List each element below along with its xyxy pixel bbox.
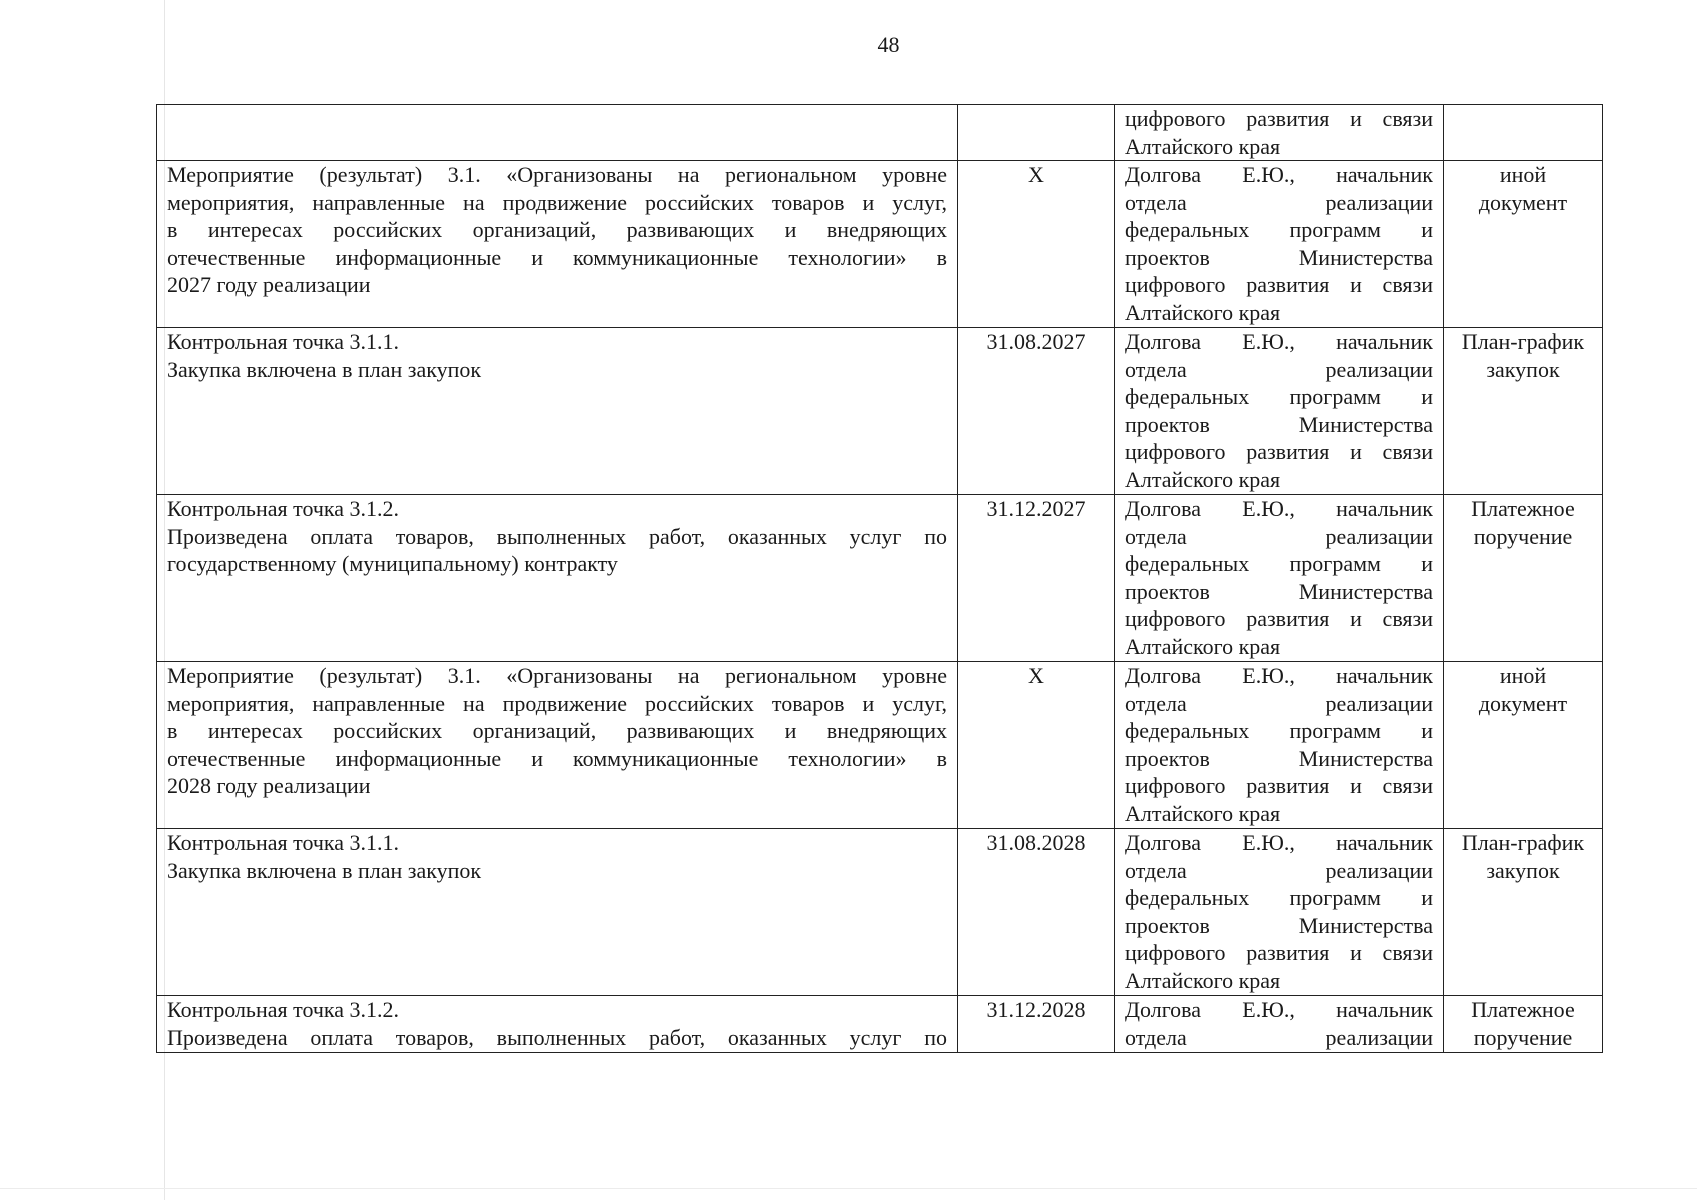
activity-text-line: мероприятия, направленные на продвижение российских товаров и услуг,: [167, 690, 947, 716]
responsible-cell: [1115, 662, 1444, 829]
activity-text-line: Закупка включена в план закупок: [167, 857, 482, 883]
responsible-text-line: проектов Министерства: [1125, 912, 1433, 938]
activity-text-line: в интересах российских организаций, развивающих и внедряющих: [167, 718, 947, 743]
activity-text-line: государственному (муниципальному) контракту: [167, 551, 618, 576]
responsible-text-line: проектов Министерства: [1125, 244, 1433, 270]
responsible-cell: [1115, 996, 1444, 1053]
responsible-text-line: Долгова Е.Ю., начальник: [1125, 663, 1433, 688]
responsible-cell: [1115, 161, 1444, 328]
table-row: [157, 161, 1603, 328]
responsible-text-line: федеральных программ и: [1125, 217, 1433, 242]
page-number: 48: [877, 32, 900, 57]
responsible-text-line: федеральных программ и: [1125, 384, 1433, 409]
responsible-text-line: цифрового развития и связи: [1125, 272, 1433, 297]
document-type-cell: Платежное поручение: [1444, 996, 1603, 1053]
responsible-text-line: Долгова Е.Ю., начальник: [1125, 162, 1433, 187]
responsible-text-line: отдела реализации: [1125, 857, 1433, 883]
responsible-text-line: Алтайского края: [1125, 633, 1281, 659]
responsible-text-line: цифрового развития и связи: [1125, 439, 1433, 464]
responsible-text-line: цифрового развития и связи: [1125, 106, 1433, 131]
responsible-text-line: Алтайского края: [1125, 466, 1281, 492]
responsible-text-line: Алтайского края: [1125, 967, 1281, 993]
activity-text-line: мероприятия, направленные на продвижение российских товаров и услуг,: [167, 189, 947, 215]
responsible-text-line: федеральных программ и: [1125, 885, 1433, 910]
activity-cell: [157, 105, 958, 161]
deadline-cell: X: [958, 161, 1115, 328]
responsible-text-line: отдела реализации: [1125, 1024, 1433, 1050]
activity-text-line: отечественные информационные и коммуникационные технологии» в: [167, 244, 947, 270]
responsible-text-line: цифрового развития и связи: [1125, 606, 1433, 631]
responsible-cell: [1115, 829, 1444, 996]
activity-text-line: Мероприятие (результат) 3.1. «Организованы на региональном уровне: [167, 663, 947, 688]
responsible-text-line: отдела реализации: [1125, 356, 1433, 382]
responsible-text-line: проектов Министерства: [1125, 745, 1433, 771]
activity-text-line: Контрольная точка 3.1.2.: [167, 496, 400, 521]
responsible-text-line: проектов Министерства: [1125, 411, 1433, 437]
responsible-cell: [1115, 328, 1444, 495]
plan-table: [156, 104, 1603, 1053]
table-row: [157, 996, 1603, 1053]
table-row: [157, 105, 1603, 161]
activity-text-line: Закупка включена в план закупок: [167, 356, 482, 382]
document-type-cell: [1444, 105, 1603, 161]
responsible-text-line: Долгова Е.Ю., начальник: [1125, 830, 1433, 855]
activity-text-line: Мероприятие (результат) 3.1. «Организованы на региональном уровне: [167, 162, 947, 187]
table-row: [157, 328, 1603, 495]
plan-table-body: [157, 105, 1603, 1053]
responsible-text-line: Долгова Е.Ю., начальник: [1125, 329, 1433, 354]
activity-text-line: Контрольная точка 3.1.1.: [167, 830, 400, 855]
deadline-cell: 31.12.2027: [958, 495, 1115, 662]
activity-text-line: Произведена оплата товаров, выполненных работ, оказанных услуг по: [167, 523, 947, 549]
activity-text-line: в интересах российских организаций, развивающих и внедряющих: [167, 217, 947, 242]
activity-cell: [157, 829, 958, 996]
activity-cell: [157, 161, 958, 328]
responsible-text-line: Алтайского края: [1125, 800, 1281, 826]
deadline-cell: 31.08.2028: [958, 829, 1115, 996]
responsible-text-line: отдела реализации: [1125, 189, 1433, 215]
deadline-cell: 31.08.2027: [958, 328, 1115, 495]
responsible-text-line: цифрового развития и связи: [1125, 773, 1433, 798]
responsible-text-line: проектов Министерства: [1125, 578, 1433, 604]
responsible-cell: [1115, 495, 1444, 662]
responsible-text-line: федеральных программ и: [1125, 718, 1433, 743]
activity-text-line: Произведена оплата товаров, выполненных работ, оказанных услуг по: [167, 1024, 947, 1050]
activity-text-line: отечественные информационные и коммуникационные технологии» в: [167, 745, 947, 771]
responsible-text-line: Долгова Е.Ю., начальник: [1125, 496, 1433, 521]
responsible-text-line: федеральных программ и: [1125, 551, 1433, 576]
activity-cell: [157, 495, 958, 662]
document-type-cell: План-график закупок: [1444, 829, 1603, 996]
responsible-cell: [1115, 105, 1444, 161]
deadline-cell: X: [958, 662, 1115, 829]
activity-text-line: Контрольная точка 3.1.1.: [167, 329, 400, 354]
table-row: [157, 495, 1603, 662]
responsible-text-line: Долгова Е.Ю., начальник: [1125, 997, 1433, 1022]
deadline-cell: 31.12.2028: [958, 996, 1115, 1053]
deadline-cell: [958, 105, 1115, 161]
activity-cell: [157, 662, 958, 829]
document-type-cell: План-график закупок: [1444, 328, 1603, 495]
responsible-text-line: отдела реализации: [1125, 690, 1433, 716]
document-type-cell: иной документ: [1444, 161, 1603, 328]
activity-text-line: 2027 году реализации: [167, 272, 371, 297]
responsible-text-line: цифрового развития и связи: [1125, 940, 1433, 965]
activity-cell: [157, 996, 958, 1053]
document-type-cell: Платежное поручение: [1444, 495, 1603, 662]
document-type-cell: иной документ: [1444, 662, 1603, 829]
activity-text-line: 2028 году реализации: [167, 773, 371, 798]
activity-text-line: Контрольная точка 3.1.2.: [167, 997, 400, 1022]
table-row: [157, 662, 1603, 829]
activity-cell: [157, 328, 958, 495]
responsible-text-line: отдела реализации: [1125, 523, 1433, 549]
table-row: [157, 829, 1603, 996]
scan-edge: [0, 1188, 1697, 1189]
responsible-text-line: Алтайского края: [1125, 133, 1281, 159]
responsible-text-line: Алтайского края: [1125, 299, 1281, 325]
